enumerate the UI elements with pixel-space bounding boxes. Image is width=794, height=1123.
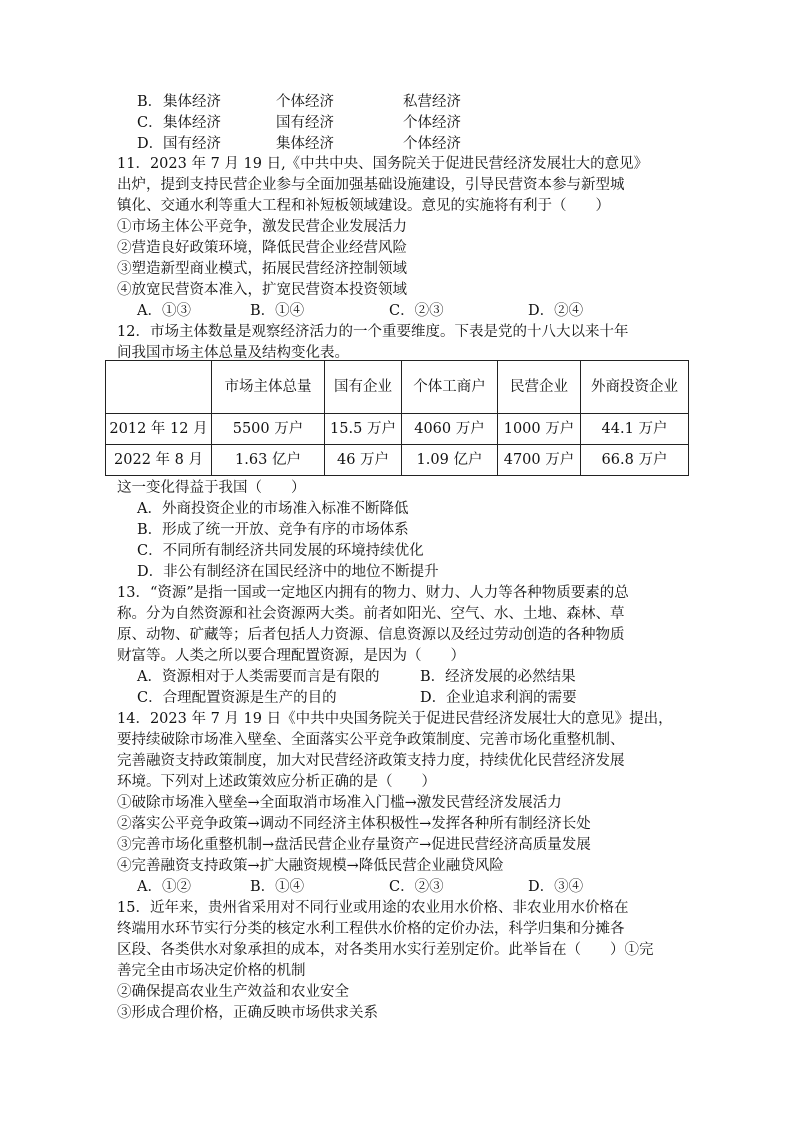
q12-choice-a[interactable]: A．外商投资企业的市场准入标准不断降低	[137, 501, 409, 517]
q12-choice-b[interactable]: B．形成了统一开放、竞争有序的市场体系	[137, 522, 409, 538]
q11-stem-line: 镇化、交通水利等重大工程和补短板领域建设。意见的实施将有利于（ ）	[117, 198, 610, 214]
table-cell: 66.8 万户	[581, 445, 689, 476]
table-cell: 5500 万户	[212, 414, 325, 445]
table-row	[106, 414, 689, 445]
q13-choice-d[interactable]: D．企业追求利润的需要	[420, 690, 577, 706]
q13-stem-line: 13．“资源”是指一国或一定地区内拥有的物力、财力、人力等各种物质要素的总	[117, 585, 629, 601]
table-cell: 46 万户	[325, 445, 402, 476]
q13-stem-line: 原、动物、矿藏等；后者包括人力资源、信息资源以及经过劳动创造的各种物质	[117, 627, 625, 643]
q11-statement: ④放宽民营资本准入，扩宽民营资本投资领域	[117, 282, 407, 298]
table-cell: 2022 年 8 月	[106, 445, 212, 476]
q14-stem-line: 环境。下列对上述政策效应分析正确的是（ ）	[117, 774, 436, 790]
q14-statement: ①破除市场准入壁垒→全面取消市场准入门槛→激发民营经济发展活力	[117, 795, 562, 811]
q12-choice-d[interactable]: D．非公有制经济在国民经济中的地位不断提升	[137, 564, 439, 580]
q14-choices	[0, 877, 794, 897]
q11-stem-line: 出炉，提到支持民营企业参与全面加强基础设施建设，引导民营资本参与新型城	[117, 177, 625, 193]
table-row	[106, 445, 689, 476]
q11-choice-b[interactable]: B．①④	[250, 303, 305, 319]
table-header-cell: 市场主体总量	[212, 361, 325, 414]
q15-stem-line: 区段、各类供水对象承担的成本，对各类用水实行差别定价。此举旨在（ ）①完	[117, 942, 654, 958]
q11-statement: ③塑造新型商业模式，拓展民营经济控制领域	[117, 261, 407, 277]
q12-after-table: 这一变化得益于我国（ ）	[117, 480, 306, 496]
q14-choice-c[interactable]: C．②③	[389, 879, 444, 895]
table-cell: 1.63 亿户	[212, 445, 325, 476]
table-header-cell: 民营企业	[498, 361, 581, 414]
q13-choice-a[interactable]: A．资源相对于人类需要而言是有限的	[137, 669, 380, 685]
q14-statement: ③完善市场化重整机制→盘活民营企业存量资产→促进民营经济高质量发展	[117, 837, 591, 853]
q12-stem-line: 12．市场主体数量是观察经济活力的一个重要维度。下表是党的十八大以来十年	[117, 324, 629, 340]
q14-statement: ②落实公平竞争政策→调动不同经济主体积极性→发挥各种所有制经济长处	[117, 816, 591, 832]
table-header-row	[106, 361, 689, 414]
q12-choice-c[interactable]: C．不同所有制经济共同发展的环境持续优化	[137, 543, 424, 559]
q11-choices	[0, 301, 794, 321]
q15-statement: ②确保提高农业生产效益和农业安全	[117, 984, 349, 1000]
table-header-cell: 个体工商户	[402, 361, 498, 414]
q13-stem-line: 财富等。人类之所以要合理配置资源，是因为（ ）	[117, 648, 465, 664]
q14-choice-b[interactable]: B．①④	[250, 879, 305, 895]
q11-statement: ②营造良好政策环境，降低民营企业经营风险	[117, 240, 407, 256]
q15-statement: ③形成合理价格，正确反映市场供求关系	[117, 1005, 378, 1021]
q14-stem-line: 要持续破除市场准入壁垒、全面落实公平竞争政策制度、完善市场化重整机制、	[117, 732, 625, 748]
q14-choice-d[interactable]: D．③④	[528, 879, 584, 895]
q13-stem-line: 称。分为自然资源和社会资源两大类。前者如阳光、空气、水、土地、森林、草	[117, 606, 625, 622]
table-header-cell: 国有企业	[325, 361, 402, 414]
q14-statement: ④完善融资支持政策→扩大融资规模→降低民营企业融贷风险	[117, 858, 504, 874]
q11-choice-a[interactable]: A．①③	[137, 303, 191, 319]
q11-stem-line: 11．2023 年 7 月 19 日,《中共中央、国务院关于促进民营经济发展壮大的意见》	[117, 156, 649, 172]
table-cell: 44.1 万户	[581, 414, 689, 445]
q10-option-d: D． 国有经济 集体经济 个体经济	[137, 136, 461, 152]
q15-stem-line: 终端用水环节实行分类的核定水利工程供水价格的定价办法，科学归集和分摊各	[117, 921, 625, 937]
table-cell: 4060 万户	[402, 414, 498, 445]
table-header-cell	[106, 361, 212, 414]
market-entity-table	[105, 360, 689, 476]
q12-stem-line: 间我国市场主体总量及结构变化表。	[117, 345, 349, 361]
q11-choice-c[interactable]: C．②③	[389, 303, 444, 319]
q15-stem-line: 15．近年来，贵州省采用对不同行业或用途的农业用水价格、非农业用水价格在	[117, 900, 629, 916]
q15-stem-line: 善完全由市场决定价格的机制	[117, 963, 306, 979]
q13-choices-row-1	[0, 667, 794, 687]
q13-choice-c[interactable]: C．合理配置资源是生产的目的	[137, 690, 337, 706]
q13-choices-row-2	[0, 688, 794, 708]
table-header-cell: 外商投资企业	[581, 361, 689, 414]
table-cell: 1.09 亿户	[402, 445, 498, 476]
table-cell: 15.5 万户	[325, 414, 402, 445]
table-cell: 4700 万户	[498, 445, 581, 476]
q14-choice-a[interactable]: A．①②	[137, 879, 191, 895]
q13-choice-b[interactable]: B．经济发展的必然结果	[420, 669, 576, 685]
q14-stem-line: 完善融资支持政策制度，加大对民营经济政策支持力度，持续优化民营经济发展	[117, 753, 625, 769]
q14-stem-line: 14．2023 年 7 月 19 日《中共中央国务院关于促进民营经济发展壮大的意见》提出，	[117, 711, 673, 727]
q11-choice-d[interactable]: D．②④	[528, 303, 584, 319]
table-cell: 2012 年 12 月	[106, 414, 212, 445]
q10-option-b: B． 集体经济 个体经济 私营经济	[137, 94, 461, 110]
table-cell: 1000 万户	[498, 414, 581, 445]
q10-option-c: C． 集体经济 国有经济 个体经济	[137, 115, 461, 131]
q11-statement: ①市场主体公平竞争，激发民营企业发展活力	[117, 219, 407, 235]
